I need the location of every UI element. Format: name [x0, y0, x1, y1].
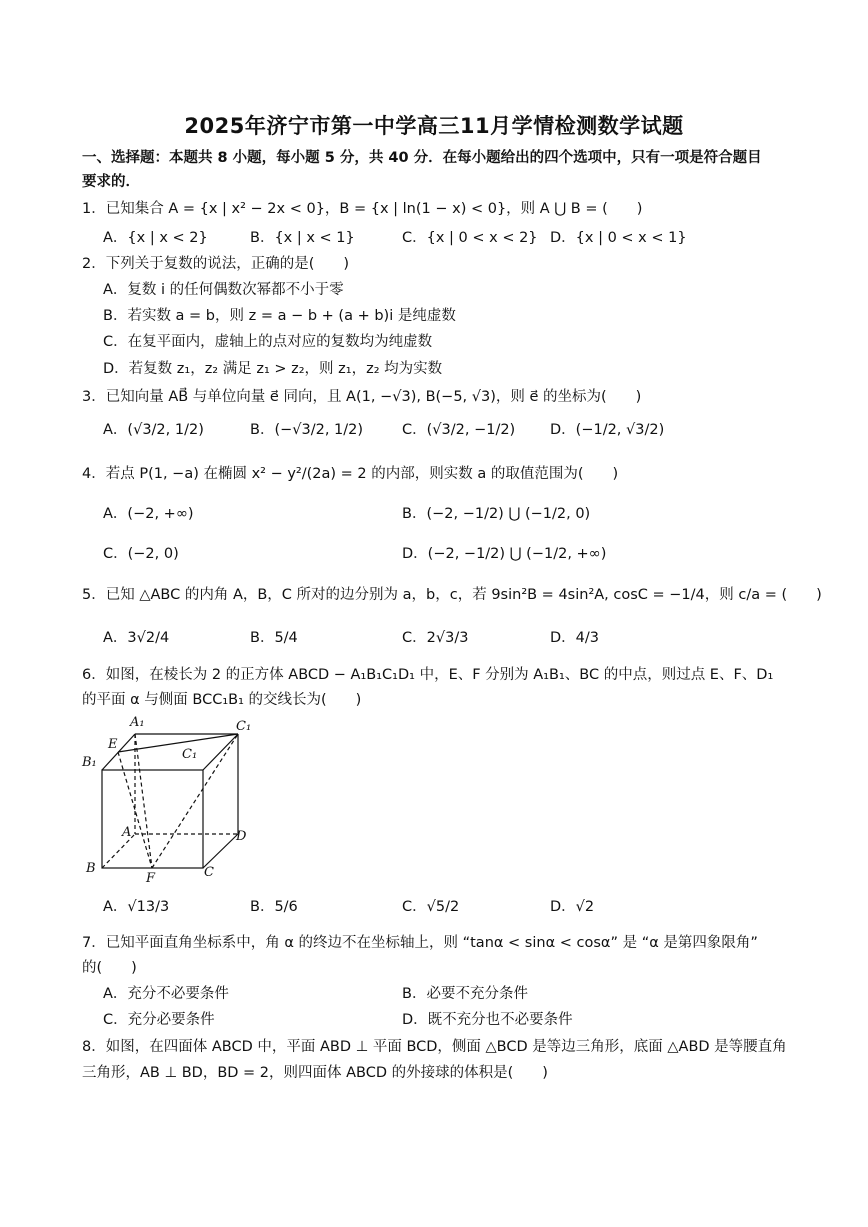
cube-front-face [102, 770, 203, 868]
q4-stem: 4．若点 P(1, −a) 在椭圆 x² − y²/(2a) = 2 的内部，则实数 a 的取值范围为( ) [82, 466, 619, 482]
q7-option-d: D．既不充分也不必要条件 [402, 1012, 573, 1028]
label-a1: A₁ [130, 715, 145, 730]
q7-option-c: C．充分必要条件 [103, 1012, 215, 1028]
q2-stem: 2．下列关于复数的说法，正确的是( ) [82, 256, 350, 272]
label-e: E [108, 737, 118, 752]
q1-option-c: C．{x | 0 < x < 2} [402, 230, 538, 246]
q6-option-d: D．√2 [550, 899, 595, 915]
q5-stem: 5．已知 △ABC 的内角 A，B，C 所对的边分别为 a，b，c，若 9sin²B = 4sin²A, cosC = −1/4，则 c/a = ( ) [82, 587, 822, 603]
section-heading-line1: 一、选择题：本题共 8 小题，每小题 5 分，共 40 分．在每小题给出的四个选项中，只有一项是符合题目 [82, 150, 762, 166]
q5-option-b: B．5/4 [250, 630, 298, 646]
q5-option-d: D．4/3 [550, 630, 600, 646]
q7-stem-line2: 的( ) [82, 960, 137, 976]
q3-option-d: D．(−1/2, √3/2) [550, 422, 665, 438]
label-b1: B₁ [82, 755, 97, 770]
q4-option-d: D．(−2, −1/2) ⋃ (−1/2, +∞) [402, 546, 607, 562]
q3-option-a: A．(√3/2, 1/2) [103, 422, 204, 438]
q2-option-a: A．复数 i 的任何偶数次幂都不小于零 [103, 282, 344, 298]
q3-option-b: B．(−√3/2, 1/2) [250, 422, 364, 438]
label-c1-corner: C₁ [236, 719, 252, 734]
q6-option-a: A．√13/3 [103, 899, 170, 915]
q6-option-b: B．5/6 [250, 899, 298, 915]
label-b: B [86, 861, 96, 876]
section-heading-line2: 要求的． [82, 174, 140, 190]
q1-stem: 1．已知集合 A = {x | x² − 2x < 0}，B = {x | ln(1 − x) < 0}，则 A ⋃ B = ( ) [82, 201, 643, 217]
q3-option-c: C．(√3/2, −1/2) [402, 422, 516, 438]
q7-option-a: A．充分不必要条件 [103, 986, 229, 1002]
q3-stem: 3．已知向量 AB⃗ 与单位向量 e⃗ 同向，且 A(1, −√3), B(−5, √3)，则 e⃗ 的坐标为( ) [82, 389, 642, 405]
q6-stem-line2: 的平面 α 与侧面 BCC₁B₁ 的交线长为( ) [82, 692, 362, 708]
q8-stem-line1: 8．如图，在四面体 ABCD 中，平面 ABD ⊥ 平面 BCD，侧面 △BCD 是等边三角形，底面 △ABD 是等腰直角 [82, 1039, 787, 1055]
label-c1-mid: C₁ [182, 747, 198, 762]
q1-option-a: A．{x | x < 2} [103, 230, 208, 246]
q1-option-d: D．{x | 0 < x < 1} [550, 230, 687, 246]
q4-option-b: B．(−2, −1/2) ⋃ (−1/2, 0) [402, 506, 591, 522]
q2-option-c: C．在复平面内，虚轴上的点对应的复数均为纯虚数 [103, 334, 433, 350]
label-d: D [236, 829, 247, 844]
q4-option-a: A．(−2, +∞) [103, 506, 194, 522]
q2-option-d: D．若复数 z₁，z₂ 满足 z₁ > z₂，则 z₁，z₂ 均为实数 [103, 361, 443, 377]
q6-stem-line1: 6．如图，在棱长为 2 的正方体 ABCD − A₁B₁C₁D₁ 中，E、F 分别为 A₁B₁、BC 的中点，则过点 E、F、D₁ [82, 667, 774, 683]
label-a: A [122, 825, 132, 840]
q5-option-a: A．3√2/4 [103, 630, 170, 646]
q1-option-b: B．{x | x < 1} [250, 230, 355, 246]
q6-option-c: C．√5/2 [402, 899, 460, 915]
page-title: 2025年济宁市第一中学高三11月学情检测数学试题 [184, 114, 684, 138]
label-c: C [204, 865, 214, 880]
q7-stem-line1: 7．已知平面直角坐标系中，角 α 的终边不在坐标轴上，则 “tanα < sinα < cosα” 是 “α 是第四象限角” [82, 935, 758, 951]
q2-option-b: B．若实数 a = b，则 z = a − b + (a + b)i 是纯虚数 [103, 308, 456, 324]
q5-option-c: C．2√3/3 [402, 630, 469, 646]
q8-stem-line2: 三角形，AB ⊥ BD，BD = 2，则四面体 ABCD 的外接球的体积是( ) [82, 1065, 548, 1081]
label-f: F [146, 871, 156, 884]
q4-option-c: C．(−2, 0) [103, 546, 179, 562]
q7-option-b: B．必要不充分条件 [402, 986, 528, 1002]
cube-figure [80, 712, 270, 884]
